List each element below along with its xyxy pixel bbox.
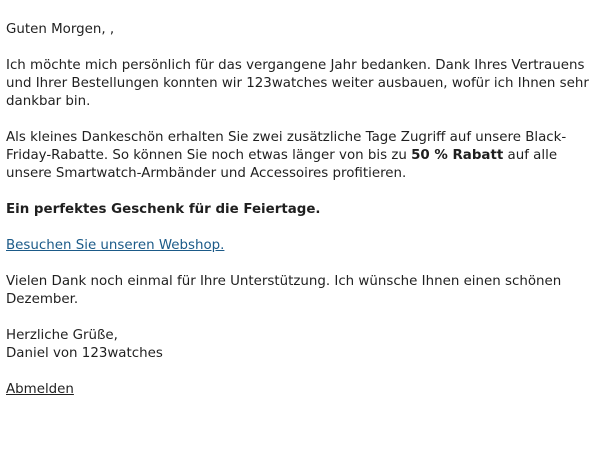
signoff-block <box>6 327 590 363</box>
discount-highlight: 50 % Rabatt <box>411 148 504 163</box>
gift-headline: Ein perfektes Geschenk für die Feiertage. <box>6 202 321 217</box>
unsubscribe-paragraph <box>6 381 590 399</box>
offer-text-end: auf alle unsere Smartwatch-Armbänder und Accessoires profitieren. <box>6 148 558 181</box>
email-body <box>6 21 590 417</box>
thanks-paragraph: Vielen Dank noch einmal für Ihre Unterstützung. Ich wünsche Ihnen einen schönen Dezember. <box>6 274 562 307</box>
offer-text-start: Als kleines Dankeschön erhalten Sie zwei zusätzliche Tage Zugriff auf unsere Black-Friday-Rabatte. So können Sie noch etwas länger von bis zu <box>6 130 567 163</box>
webshop-link[interactable]: Besuchen Sie unseren Webshop. <box>6 238 225 253</box>
offer-paragraph <box>6 129 590 183</box>
intro-paragraph: Ich möchte mich persönlich für das vergangene Jahr bedanken. Dank Ihres Vertrauens und Ihrer Bestellungen konnten wir 123watches weiter ausbauen, wofür ich Ihnen sehr dankbar bin. <box>6 58 589 109</box>
closing-text: Herzliche Grüße, <box>6 328 118 343</box>
webshop-paragraph <box>6 237 590 255</box>
greeting-text: Guten Morgen, , <box>6 22 115 37</box>
unsubscribe-link[interactable]: Abmelden <box>6 382 74 397</box>
signature-text: Daniel von 123watches <box>6 346 163 361</box>
